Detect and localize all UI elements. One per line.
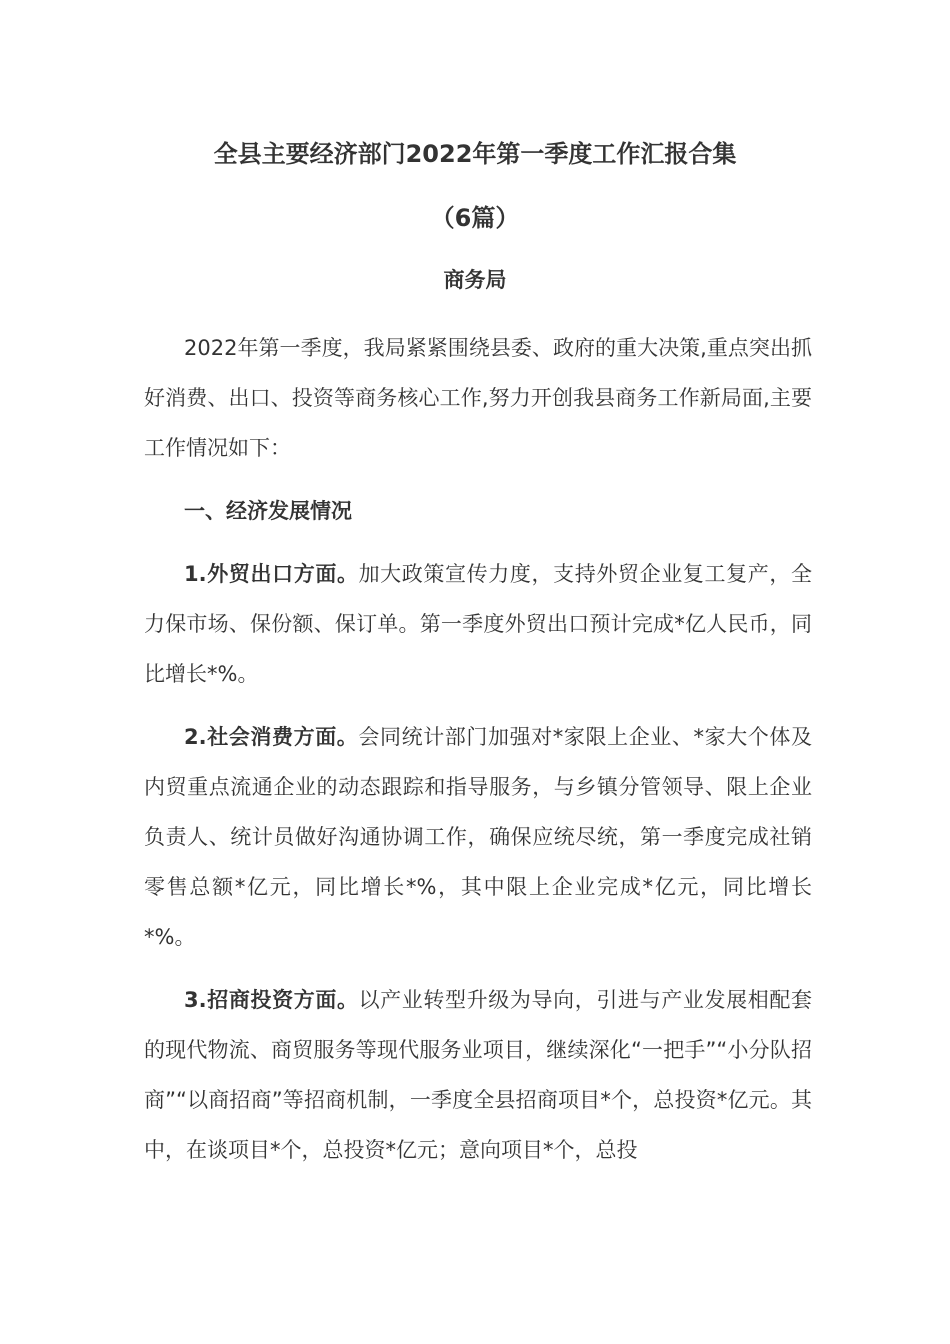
item-paragraph-3 — [144, 975, 812, 1175]
document-subtitle: （6篇） — [430, 204, 520, 232]
section-heading: 一、经济发展情况 — [184, 499, 352, 523]
department-heading: 商务局 — [443, 268, 507, 292]
item-paragraph-2 — [144, 712, 812, 962]
document-title: 全县主要经济部门2022年第一季度工作汇报合集 — [213, 140, 737, 168]
item-text: 加大政策宣传力度，支持外贸企业复工复产，全力保市场、保份额、保订单。第一季度外贸出口预计完成*亿人民币，同比增长*%。 — [144, 562, 812, 686]
item-paragraph-1 — [144, 549, 812, 699]
item-lead: 1.外贸出口方面。 — [184, 562, 359, 586]
item-lead: 3.招商投资方面。 — [184, 988, 359, 1012]
item-text: 以产业转型升级为导向，引进与产业发展相配套的现代物流、商贸服务等现代服务业项目，继续深化“一把手”“小分队招商”“以商招商”等招商机制，一季度全县招商项目*个，总投资*亿元。其中，在谈项目*个，总投资*亿元；意向项目*个，总投 — [144, 988, 812, 1162]
document-body — [144, 323, 812, 1188]
intro-paragraph: 2022年第一季度，我局紧紧围绕县委、政府的重大决策,重点突出抓好消费、出口、投资等商务核心工作,努力开创我县商务工作新局面,主要工作情况如下： — [144, 336, 812, 460]
item-lead: 2.社会消费方面。 — [184, 725, 359, 749]
item-text: 会同统计部门加强对*家限上企业、*家大个体及内贸重点流通企业的动态跟踪和指导服务，与乡镇分管领导、限上企业负责人、统计员做好沟通协调工作，确保应统尽统，第一季度完成社销零售总额*亿元，同比增长*%，其中限上企业完成*亿元，同比增长*%。 — [144, 725, 812, 949]
